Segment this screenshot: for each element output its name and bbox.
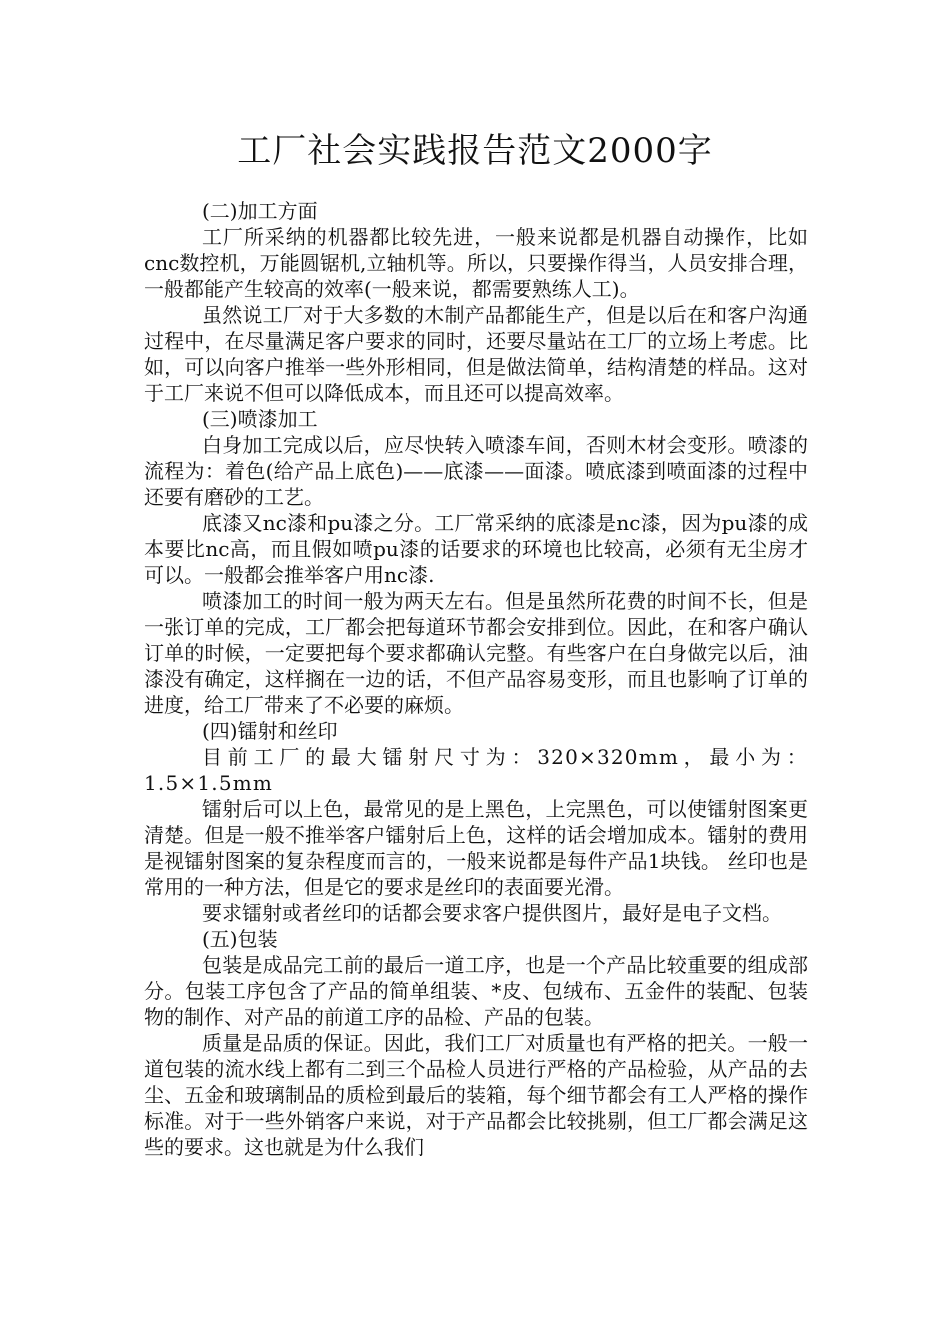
section-heading-painting: (三)喷漆加工 <box>202 407 318 431</box>
paragraph-machines: 工厂所采纳的机器都比较先进，一般来说都是机器自动操作，比如cnc数控机，万能圆锯机,立轴机等。所以，只要操作得当，人员安排合理，一般都能产生较高的效率(一般来说，都需要熟练人工)。 <box>144 225 808 301</box>
paragraph-laser-color: 镭射后可以上色，最常见的是上黑色，上完黑色，可以使镭射图案更清楚。但是一般不推举客户镭射后上色，这样的话会增加成本。镭射的费用是视镭射图案的复杂程度而言的，一般来说都是每件产品1块钱。 丝印也是常用的一种方法，但是它的要求是丝印的表面要光滑。 <box>144 797 808 899</box>
section-heading-packaging: (五)包装 <box>202 927 278 951</box>
paragraph-customer-communication: 虽然说工厂对于大多数的木制产品都能生产，但是以后在和客户沟通过程中，在尽量满足客户要求的同时，还要尽量站在工厂的立场上考虑。比如，可以向客户推举一些外形相同，但是做法简单，结构清楚的样品。这对于工厂来说不但可以降低成本，而且还可以提高效率。 <box>144 303 808 405</box>
paragraph-laser-size: 目前工厂的最大镭射尺寸为：320×320mm，最小为：1.5×1.5mm <box>144 745 808 795</box>
paragraph-packaging-process: 包装是成品完工前的最后一道工序，也是一个产品比较重要的组成部分。包装工序包含了产品的简单组装、*皮、包绒布、五金件的装配、包装物的制作、对产品的前道工序的品检、产品的包装。 <box>144 953 808 1029</box>
paragraph-image-requirements: 要求镭射或者丝印的话都会要求客户提供图片，最好是电子文档。 <box>202 901 782 925</box>
paragraph-painting-process: 白身加工完成以后，应尽快转入喷漆车间，否则木材会变形。喷漆的流程为：着色(给产品上底色)——底漆——面漆。喷底漆到喷面漆的过程中还要有磨砂的工艺。 <box>144 433 808 509</box>
document-body <box>144 198 808 1160</box>
paragraph-painting-time: 喷漆加工的时间一般为两天左右。但是虽然所花费的时间不长，但是一张订单的完成，工厂都会把每道环节都会安排到位。因此，在和客户确认订单的时候，一定要把每个要求都确认完整。有些客户在白身做完以后，油漆没有确定，这样搁在一边的话，不但产品容易变形，而且也影响了订单的进度，给工厂带来了不必要的麻烦。 <box>144 589 808 717</box>
section-heading-processing: (二)加工方面 <box>202 199 318 223</box>
paragraph-quality-control: 质量是品质的保证。因此，我们工厂对质量也有严格的把关。一般一道包装的流水线上都有二到三个品检人员进行严格的产品检验，从产品的去尘、五金和玻璃制品的质检到最后的装箱，每个细节都会有工人严格的操作标准。对于一些外销客户来说，对于产品都会比较挑剔，但工厂都会满足这些的要求。这也就是为什么我们 <box>144 1031 808 1159</box>
document-title: 工厂社会实践报告范文2000字 <box>237 131 713 171</box>
section-heading-laser-silkscreen: (四)镭射和丝印 <box>202 719 338 743</box>
paragraph-primer-types: 底漆又nc漆和pu漆之分。工厂常采纳的底漆是nc漆，因为pu漆的成本要比nc高，而且假如喷pu漆的话要求的环境也比较高，必须有无尘房才可以。一般都会推举客户用nc漆. <box>144 511 808 587</box>
